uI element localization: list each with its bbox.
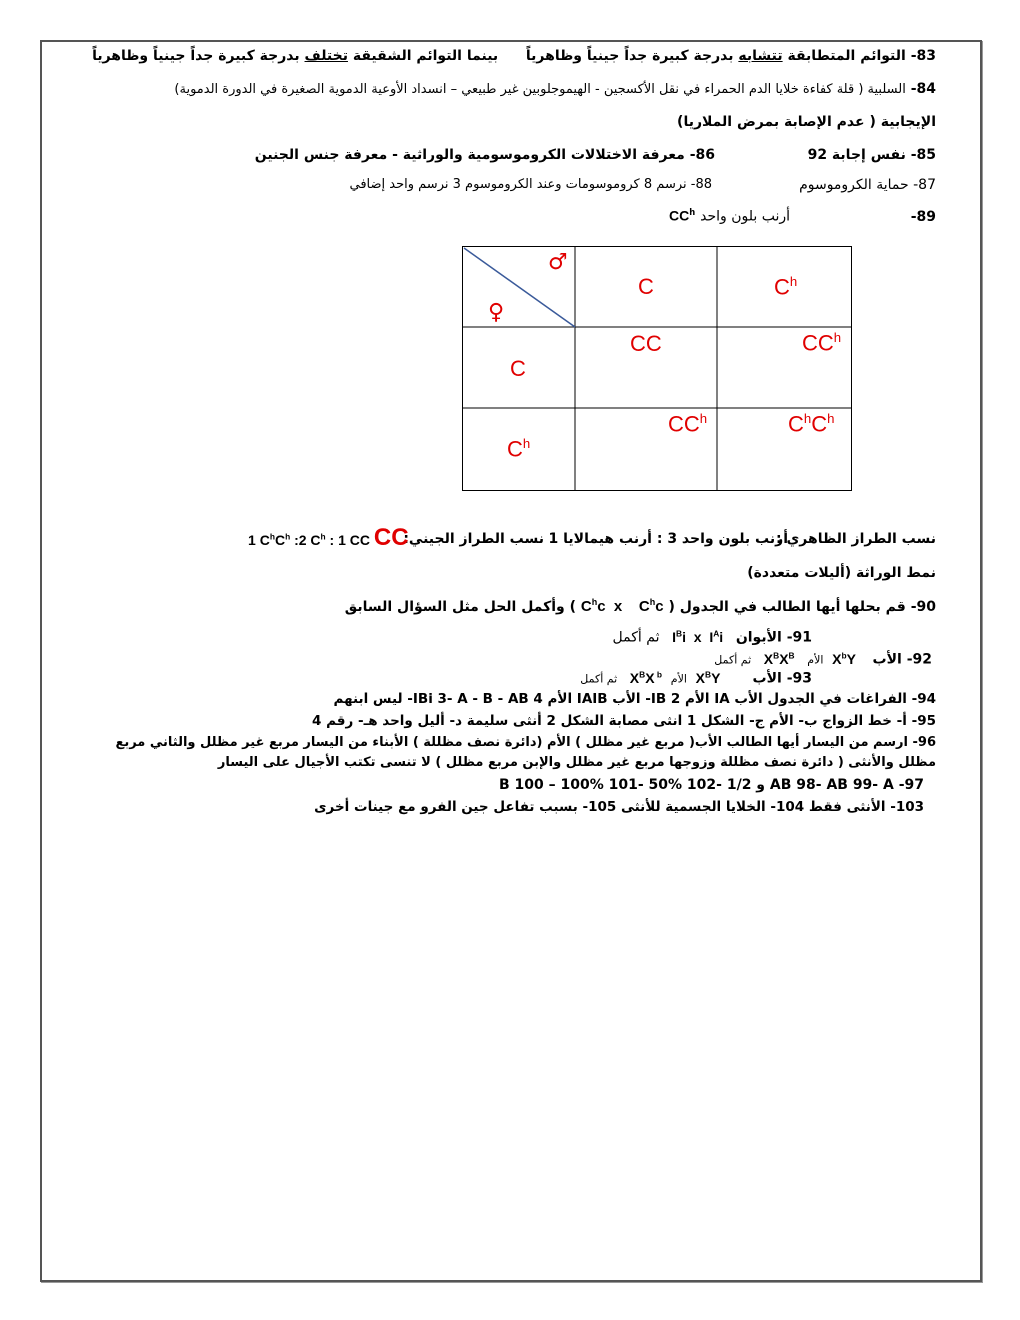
header-col-2: $C^h$ [774,274,798,300]
answer-85: 85- نفس إجابة 92 [807,147,936,163]
genotype-cc: CC [373,524,409,551]
text: بدرجة كبيرة جداً جينياً وظاهرياً [92,48,300,64]
answer-83 [92,48,936,64]
answer-84 [174,81,936,97]
female-symbol: ♀ [488,300,505,325]
question-93: 93- الأب $X^BY$ الأم $X^BX$ $^b$ ثم أكمل [580,669,812,687]
text: الإيجابية ( عدم الإصابة بمرض الملاريا) [677,114,936,130]
genotype: CC [669,207,690,224]
text: السلبية ( قلة كفاءة خلايا الدم الحمراء في نقل الأكسجين - الهيموجلوبين غير طبيعي – انسداد الأوعية الدموية الصغيرة في الدورة الدموية) [174,82,906,97]
male-symbol: ♂ [548,250,568,275]
text-underlined: تختلف [304,48,348,64]
genotype-ratio-value: 1 $C^hC^h$ :2 $C^h$ : 1 CC CC [248,524,409,551]
text: بينما التوائم الشقيقة [352,48,499,64]
cell-r1c1: CC [630,331,662,356]
phenotype-ratio-label: نسب الطراز الظاهري : [775,531,936,547]
superscript: h [689,207,696,217]
answer-89 [669,207,790,225]
answer-89-number: 89- [910,209,936,225]
answer-87: 87- حماية الكروموسوم [799,177,936,193]
text: بدرجة كبيرة جداً جينياً وظاهرياً [525,48,734,64]
answer-84-positive [677,114,936,130]
text: أرنب بلون واحد [700,208,790,225]
question-96-b: مظلل والأنثى ( دائرة نصف مظللة وزوجها مربع غير مظلل والإبن مربع مظلل ) لا تنسى تكتب الأجيال على اليسار [217,755,936,770]
question-90: 90- قم بحلها أيها الطالب في الجدول ( $C^hc$ x $C^hc$ ) وأكمل الحل مثل السؤال السابق [344,597,936,615]
inheritance-pattern: نمط الوراثة (أليلات متعددة) [747,565,936,581]
text-underlined: تتشابه [738,48,783,64]
question-95: 95- أ- خط الزواج ب- الأم ج- الشكل 1 انثى مصابة الشكل 2 أنثى سليمة د- أليل واحد هـ- رقم 4 [311,713,936,729]
punnett-square [462,246,852,491]
question-96-a: 96- ارسم من اليسار أيها الطالب الأب( مربع غير مظلل ) الأم (دائرة نصف مظللة ) الأبناء من اليسار مربع غير مظلل والثاني مربع [115,735,936,750]
answer-88: 88- نرسم 8 كروموسومات وعند الكروموسوم 3 نرسم واحد إضافي [349,177,712,192]
question-92: 92- الأب $X^bY$ الأم $X^BX^B$ ثم أكمل [714,650,932,668]
question-94: 94- الفراغات في الجدول الأب IA الأم IB 2- الأب IAIB الأم IBi 3- A - B - AB 4- ليس ابنهم [333,691,936,707]
header-row-1: C [510,356,526,381]
cell-r2c1: $CC^h$ [668,411,708,437]
answer-number: 84- [910,81,936,97]
cell-r1c2: $CC^h$ [802,330,842,356]
header-row-2: $C^h$ [507,436,531,462]
header-col-1: C [638,274,654,299]
genotype-ratio-label: نسب الطراز الجيني: [403,531,544,547]
question-91: 91- الأبوان $I^Bi$ x $I^Ai$ ثم أكمل [612,628,812,646]
question-97: 97- AB 98- AB 99- A و B 100 – 100% 101- 50% 102- 1/2 [499,777,924,793]
answer-number: 83- [910,48,936,64]
answer-86: 86- معرفة الاختلالات الكروموسومية والوراثية - معرفة جنس الجنين [254,147,715,163]
text: التوائم المتطابقة [787,48,906,64]
phenotype-ratio-value: أرنب بلون واحد 3 : أرنب هيمالايا 1 [548,531,788,547]
question-103: 103- الأنثى فقط 104- الخلايا الجسمية للأنثى 105- بسبب تفاعل جين الفرو مع جينات أخرى [314,799,924,815]
cell-r2c2: $C^hC^h$ [788,411,835,437]
